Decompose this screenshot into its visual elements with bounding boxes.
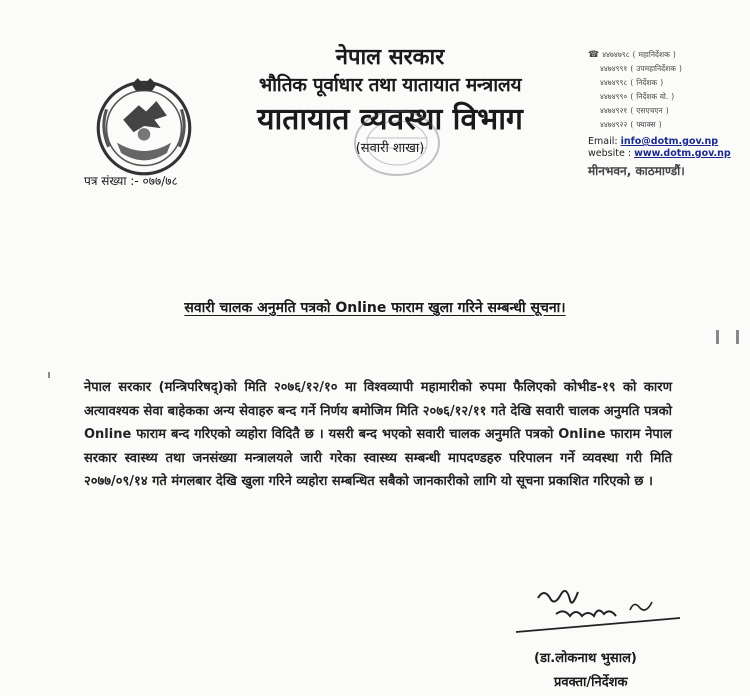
phone-number: ४४७४९२२	[600, 120, 628, 129]
government-name: नेपाल सरकार	[335, 45, 445, 70]
website-line	[588, 148, 731, 160]
office-stamp-icon	[352, 108, 442, 178]
notice-title: सवारी चालक अनुमति पत्रको Online फाराम खुला गरिने सम्बन्धी सूचना।	[184, 300, 566, 316]
scan-mark	[716, 330, 719, 344]
email-label: Email:	[588, 136, 618, 147]
scan-mark	[736, 330, 739, 344]
phone-label: फ्याक्स	[636, 120, 656, 129]
phone-row: ४४७४९२१ ( एसएचएन )	[588, 104, 718, 118]
section-name: (सवारी शाखा)	[355, 141, 425, 156]
phone-number: ४४७४९९१	[600, 64, 628, 73]
phone-row: ४४७४९२२ ( फ्याक्स )	[588, 118, 718, 132]
phone-number: ४४७४९९०	[600, 92, 628, 101]
notice-body: नेपाल सरकार (मन्त्रिपरिषद्)को मिति २०७६/१२/१० मा विश्वव्यापी महामारीको रुपमा फैलिएको कोभीड-१९ को कारण अत्यावश्यक सेवा बाहेकका अन्य सेवाहरु बन्द गर्ने निर्णय बमोजिम मिति २०७६/१२/११ गते देखि सवारी चालक अनुमति पत्रको Online फाराम बन्द गरिएको व्यहोरा विदितै छ । यसरी बन्द भएको सवारी चालक अनुमति पत्रको Online फाराम नेपाल सरकार स्वास्थ्य तथा जनसंख्या मन्त्रालयले जारी गरेका स्वास्थ्य सम्बन्धी मापदण्डहरु परिपालन गर्ने व्यवस्था गरी मिति २०७७/०९/१४ गते मंगलबार देखि खुला गरिने व्यहोरा सम्बन्धित सबैको जानकारीको लागि यो सूचना प्रकाशित गरिएको छ ।	[84, 380, 672, 489]
email-link[interactable]: info@dotm.gov.np	[620, 136, 719, 147]
signatory-name: (डा.लोकनाथ भुसाल)	[534, 651, 637, 666]
phone-row: ४४७४९९१ ( उपमहानिर्देशक )	[588, 62, 718, 76]
phone-label: उपमहानिर्देशक	[636, 64, 676, 73]
nepal-government-emblem-icon	[92, 74, 196, 178]
phone-label: एसएचएन	[636, 106, 663, 115]
website-label: website :	[588, 148, 632, 159]
email-line	[588, 136, 718, 148]
reference-label: पत्र संख्या :-	[84, 174, 139, 188]
reference-number-line	[84, 172, 178, 189]
reference-number: ०७७/७८	[142, 174, 178, 188]
handwritten-signature-icon	[510, 580, 690, 642]
phone-number: ४४७४९२१	[600, 106, 628, 115]
phone-number: ४४७४७९८	[602, 50, 630, 59]
office-address: मीनभवन, काठमाण्डौं।	[588, 164, 685, 178]
telephone-icon: ☎	[588, 50, 600, 60]
phone-row: ४४७४९९८ ( निर्देशक )	[588, 76, 718, 90]
phone-label: निर्देशक यो.	[636, 92, 669, 101]
department-name: यातायात व्यवस्था विभाग	[257, 102, 523, 137]
phone-row: ☎ ४४७४७९८ ( महानिर्देशक )	[588, 50, 676, 60]
phone-label: महानिर्देशक	[638, 50, 670, 59]
ministry-name: भौतिक पूर्वाधार तथा यातायात मन्त्रालय	[258, 74, 522, 96]
phone-row: ४४७४९९० ( निर्देशक यो. )	[588, 90, 718, 104]
phone-label: निर्देशक	[636, 78, 658, 87]
scan-mark	[48, 372, 50, 378]
website-link[interactable]: www.dotm.gov.np	[634, 148, 731, 159]
signatory-title: प्रवक्ता/निर्देशक	[554, 675, 628, 690]
contact-block	[588, 48, 731, 180]
phone-number: ४४७४९९८	[600, 78, 628, 87]
